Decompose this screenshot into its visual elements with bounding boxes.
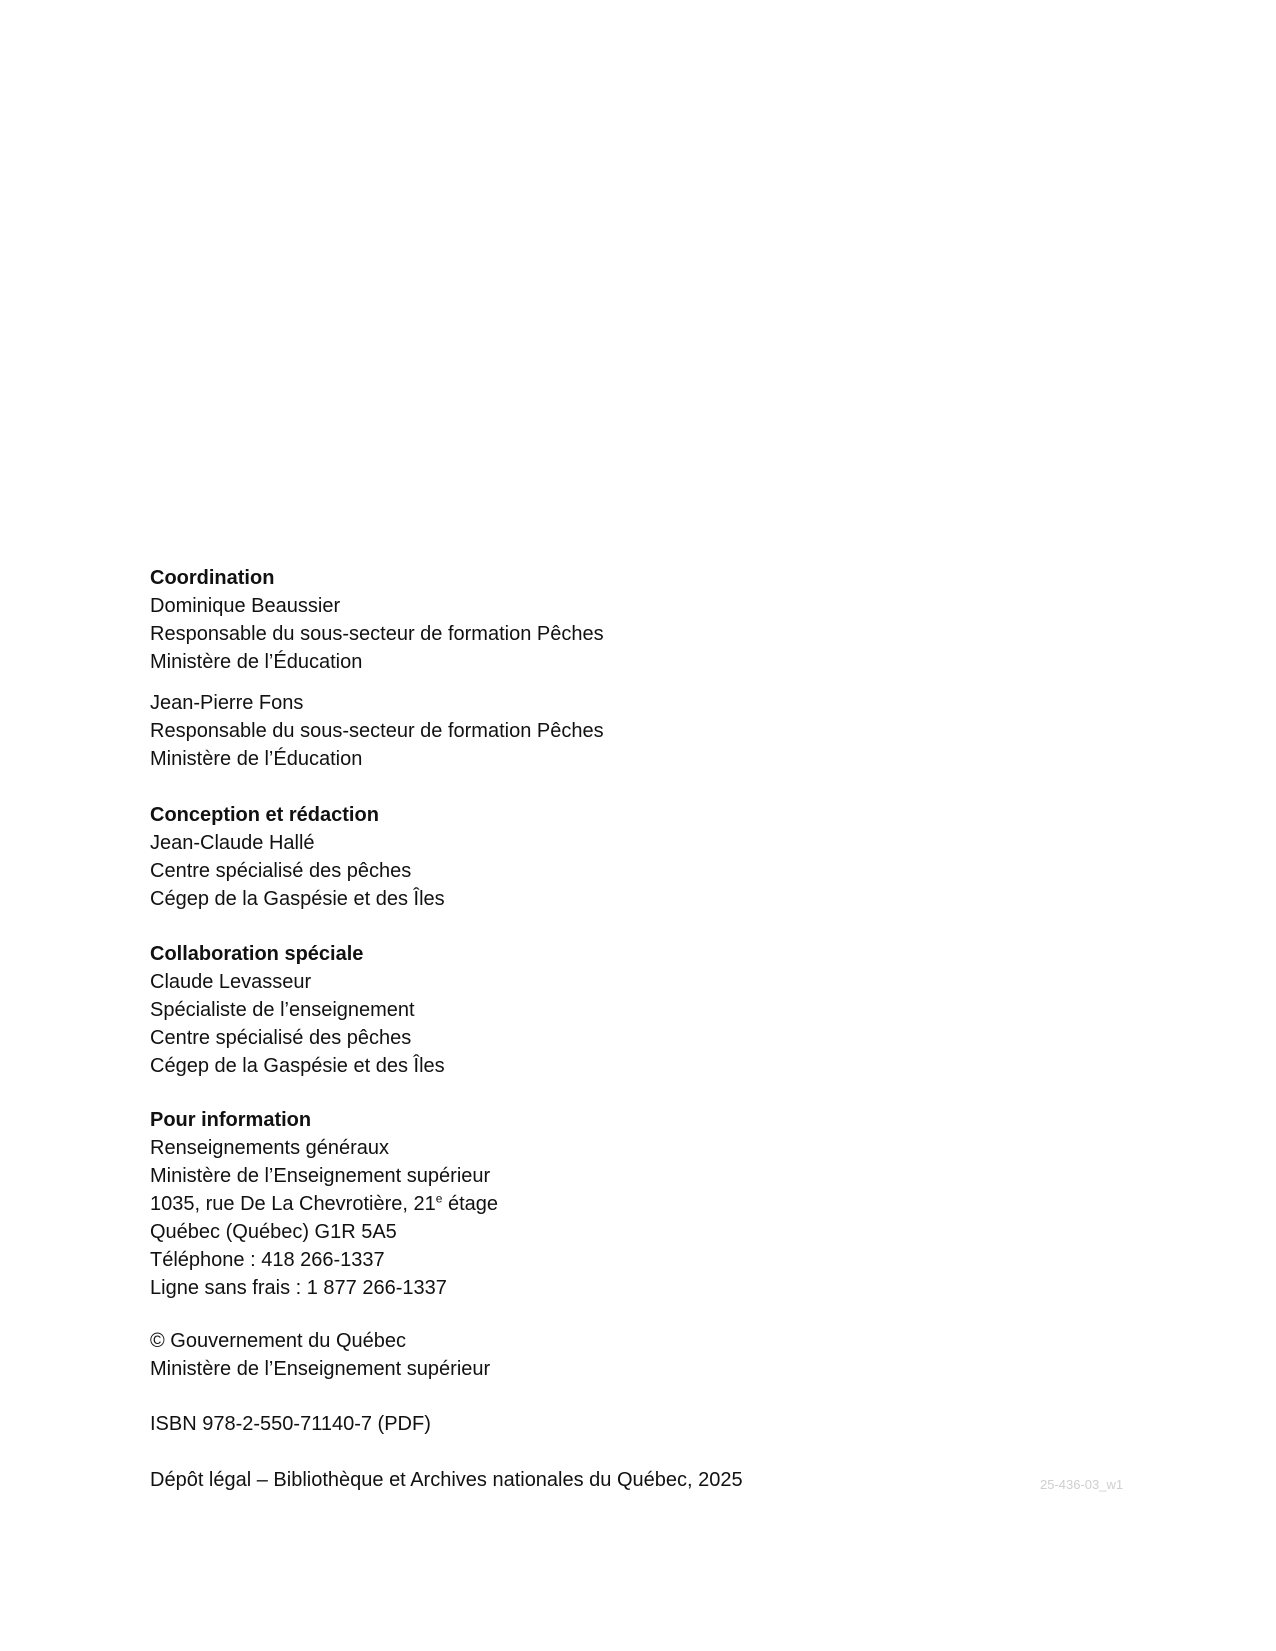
coordination-section xyxy=(150,564,1050,676)
legal-deposit: Dépôt légal – Bibliothèque et Archives nationales du Québec, 2025 xyxy=(150,1469,743,1491)
copyright-section xyxy=(150,1327,1050,1383)
conception-name: Jean-Claude Hallé xyxy=(150,832,315,854)
isbn: ISBN 978-2-550-71140-7 (PDF) xyxy=(150,1413,431,1435)
information-line-1: Renseignements généraux xyxy=(150,1137,390,1159)
coordination-section-2 xyxy=(150,689,1050,773)
coordination-heading: Coordination xyxy=(150,567,275,589)
information-section xyxy=(150,1106,1050,1302)
collaboration-role: Spécialiste de l’enseignement xyxy=(150,999,415,1021)
coordinator-1-name: Dominique Beaussier xyxy=(150,595,341,617)
collaboration-section xyxy=(150,940,1050,1080)
information-heading: Pour information xyxy=(150,1109,312,1131)
conception-section xyxy=(150,801,1050,913)
information-address xyxy=(150,1190,1050,1218)
coordinator-2-name: Jean-Pierre Fons xyxy=(150,692,304,714)
document-code: 25-436-03_w1 xyxy=(1040,1477,1124,1492)
information-tollfree: Ligne sans frais : 1 877 266-1337 xyxy=(150,1277,447,1299)
address-superscript: e xyxy=(435,1191,443,1206)
isbn-section xyxy=(150,1410,1050,1438)
address-main: 1035, rue De La Chevrotière, 21 xyxy=(150,1193,436,1215)
collaboration-heading: Collaboration spéciale xyxy=(150,943,364,965)
conception-org-1: Centre spécialisé des pêches xyxy=(150,860,412,882)
collaboration-name: Claude Levasseur xyxy=(150,971,312,993)
information-phone: Téléphone : 418 266-1337 xyxy=(150,1249,385,1271)
coordinator-1-org: Ministère de l’Éducation xyxy=(150,651,363,673)
coordinator-2-role: Responsable du sous-secteur de formation Pêches xyxy=(150,720,604,742)
collaboration-org-1: Centre spécialisé des pêches xyxy=(150,1027,412,1049)
information-line-2: Ministère de l’Enseignement supérieur xyxy=(150,1165,491,1187)
coordinator-1-role: Responsable du sous-secteur de formation Pêches xyxy=(150,623,604,645)
collaboration-org-2: Cégep de la Gaspésie et des Îles xyxy=(150,1055,445,1077)
copyright-line-1: © Gouvernement du Québec xyxy=(150,1330,406,1352)
coordinator-2-org: Ministère de l’Éducation xyxy=(150,748,363,770)
copyright-line-2: Ministère de l’Enseignement supérieur xyxy=(150,1358,491,1380)
conception-org-2: Cégep de la Gaspésie et des Îles xyxy=(150,888,445,910)
address-end: étage xyxy=(442,1193,499,1215)
information-city: Québec (Québec) G1R 5A5 xyxy=(150,1221,397,1243)
legal-deposit-section xyxy=(150,1466,1050,1494)
conception-heading: Conception et rédaction xyxy=(150,804,379,826)
